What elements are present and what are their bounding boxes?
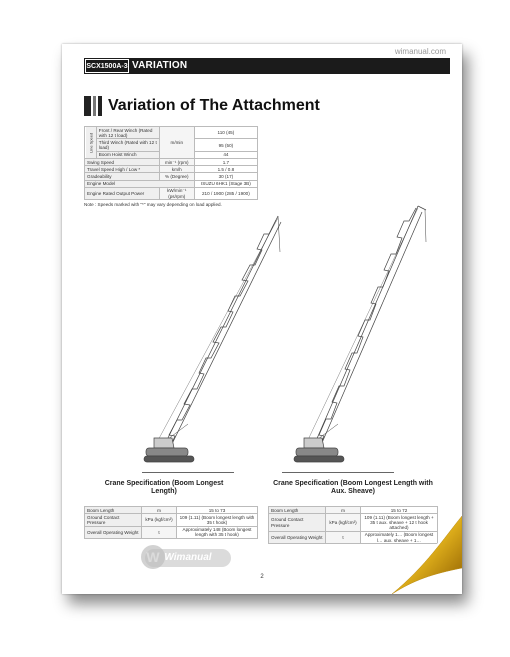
watermark-text: wimanual.com (394, 47, 446, 56)
spec-unit: t (326, 531, 361, 543)
ground-line-right (282, 472, 394, 473)
header-title: VARIATION (132, 60, 188, 71)
spec-value: 109 (1.11) (Boom longest length + 35 t aux. sheave + 12 t hook attached) (361, 514, 438, 532)
wimanual-logo: Wimanual (145, 549, 231, 567)
spec-unit: kPa (kgf/cm²) (142, 514, 177, 526)
spec-unit: min⁻¹ (rpm) (159, 159, 194, 166)
spec-unit: % (Degree) (159, 173, 194, 180)
line-speed-group-label: Line Speed (85, 127, 97, 159)
crane-illustration-right (292, 200, 432, 474)
spec-unit: m (326, 507, 361, 514)
model-badge: SCX1500A-3 (85, 59, 129, 73)
spec-unit: m/min (159, 127, 194, 159)
spec-value: 1.7 (194, 159, 257, 166)
spec-label: Overall Operating Weight (269, 531, 326, 543)
spec-unit: kW/min⁻¹ (ps/rpm) (159, 187, 194, 199)
spec-unit: kPa (kgf/cm²) (326, 514, 361, 532)
spec-label: Boom Length (85, 507, 142, 514)
spec-value: 1.5 / 0.8 (194, 166, 257, 173)
spec-label: Ground Contact Pressure (85, 514, 142, 526)
ground-line-left (142, 472, 234, 473)
spec-value: 15 to 73 (177, 507, 258, 514)
spec-value: 210 / 1900 (285 / 1900) (194, 187, 257, 199)
spec-unit: t (142, 526, 177, 538)
spec-value: 110 (45) (194, 127, 257, 139)
spec-label: Overall Operating Weight (85, 526, 142, 538)
spec-label: Engine Model (85, 180, 195, 187)
spec-label: Third Winch (Rated with 12 t load) (96, 139, 159, 151)
spec-label: Boom Hoist Winch (96, 151, 159, 158)
crane-caption-right: Crane Specification (Boom Longest Length with Aux. Sheave) (273, 480, 433, 495)
page-number: 2 (260, 574, 264, 580)
page-curl-corner (392, 516, 462, 594)
spec-unit: m (142, 507, 177, 514)
spec-value: Approximately 148 (Boom longest length with 35 t hook) (177, 526, 258, 538)
spec-label: Ground Contact Pressure (269, 514, 326, 532)
spec-value: 30 (17) (194, 173, 257, 180)
spec-value: ISUZU 6HK1 (Stage 3B) (194, 180, 257, 187)
crane-illustration-left (142, 212, 282, 474)
crane-caption-left: Crane Specification (Boom Longest Length) (104, 480, 224, 495)
section-title: Variation of The Attachment (108, 97, 320, 114)
spec-label: Engine Rated Output Power (85, 187, 160, 199)
spec-value: 109 (1.11) (Boom longest length with 35 t hook) (177, 514, 258, 526)
spec-value: 15 to 72 (361, 507, 438, 514)
crane-spec-table-left (84, 506, 258, 539)
spec-note: Note : Speeds marked with "*" may vary depending on load applied. (84, 202, 222, 207)
spec-label: Front / Rear Winch (Rated with 12 t load) (96, 127, 159, 139)
spec-value: 95 (50) (194, 139, 257, 151)
spec-label: Boom Length (269, 507, 326, 514)
spec-unit: km/h (159, 166, 194, 173)
line-speed-spec-table (84, 126, 258, 200)
spec-label: Swing Speed (85, 159, 160, 166)
document-page (62, 44, 462, 594)
spec-label: Travel Speed High / Low * (85, 166, 160, 173)
spec-value: Approximately 1… (Boom longest l… aux. sheave + 1… (361, 531, 438, 543)
spec-value: 44 (194, 151, 257, 158)
spec-label: Gradeability (85, 173, 160, 180)
